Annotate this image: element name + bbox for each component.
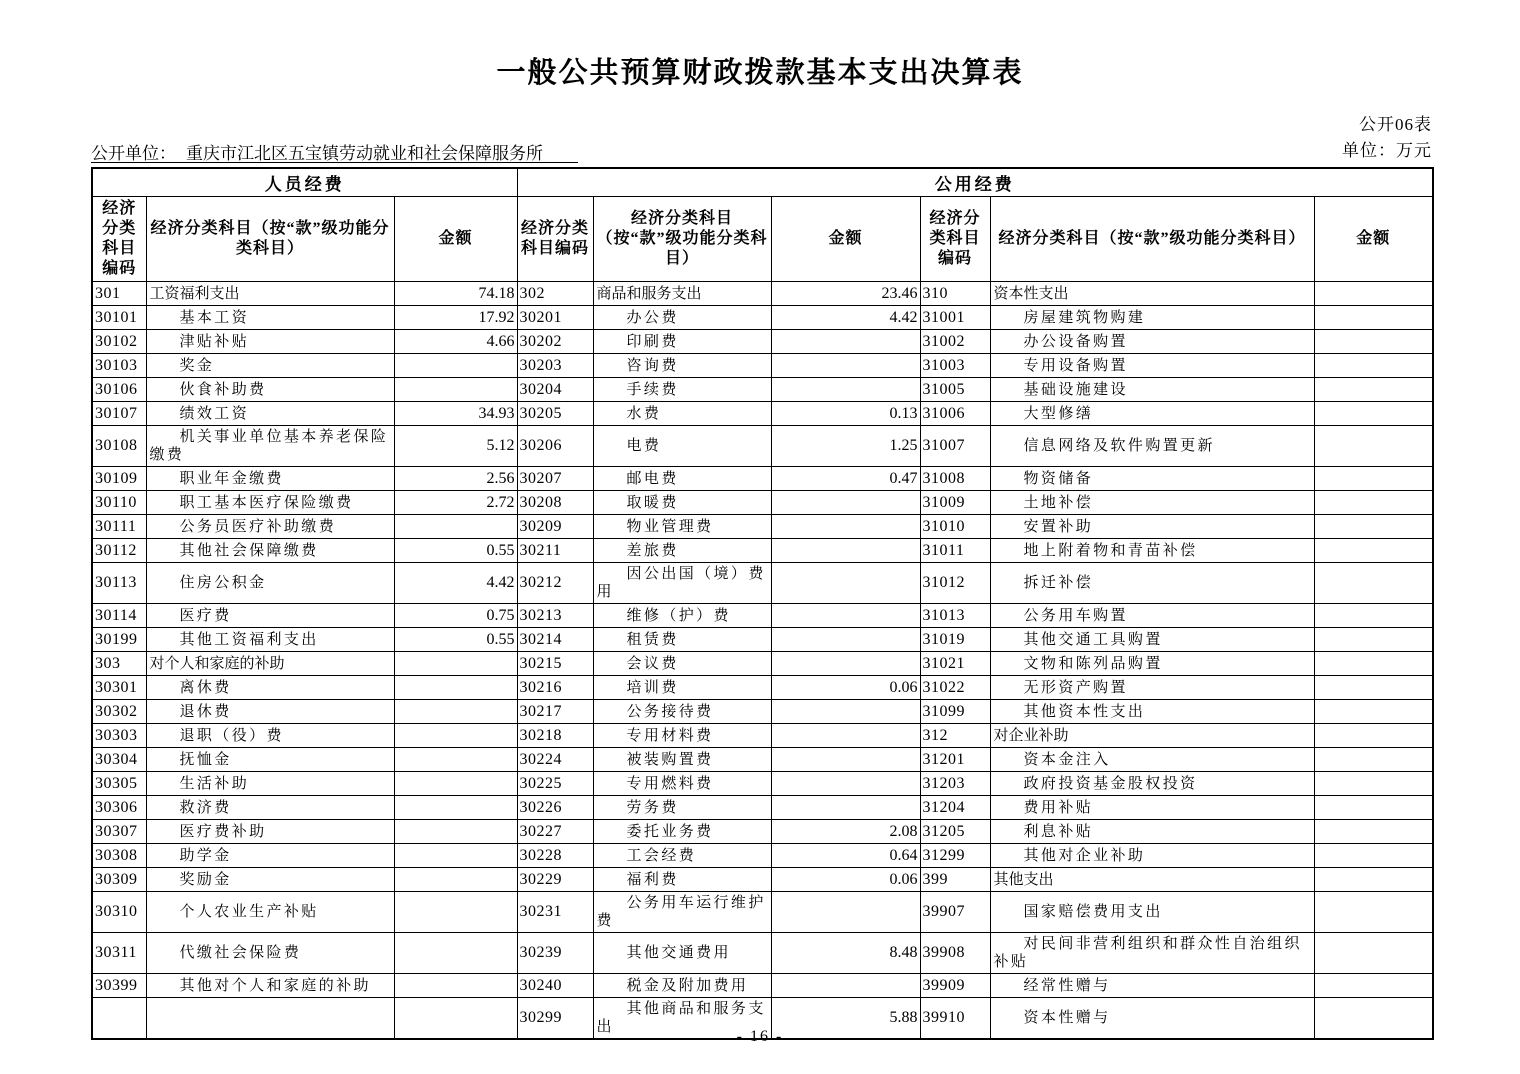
amount-cell: [1314, 539, 1433, 563]
amount-cell: [1314, 402, 1433, 426]
code-cell: 31005: [920, 378, 990, 402]
group-header-public: 公用经费: [517, 168, 1433, 197]
table-row: [92, 378, 1433, 402]
amount-cell: 5.12: [394, 426, 517, 467]
amount-cell: [394, 378, 517, 402]
subject-cell: 取暖费: [593, 491, 771, 515]
code-cell: 30215: [517, 652, 593, 676]
amount-cell: 0.75: [394, 604, 517, 628]
amount-cell: [771, 354, 920, 378]
subject-cell: 退休费: [146, 700, 394, 724]
code-cell: 31021: [920, 652, 990, 676]
amount-cell: 4.66: [394, 330, 517, 354]
amount-cell: [771, 974, 920, 998]
subject-cell: 对个人和家庭的补助: [146, 652, 394, 676]
subject-cell: 被装购置费: [593, 748, 771, 772]
amount-cell: [1314, 426, 1433, 467]
table-row: [92, 628, 1433, 652]
amount-cell: [771, 515, 920, 539]
subject-cell: 物资储备: [990, 467, 1314, 491]
code-cell: 30111: [92, 515, 146, 539]
subject-cell: 福利费: [593, 868, 771, 892]
amount-cell: [394, 974, 517, 998]
subject-cell: 其他社会保障缴费: [146, 539, 394, 563]
table-row: [92, 539, 1433, 563]
subject-cell: 公务员医疗补助缴费: [146, 515, 394, 539]
code-cell: 31008: [920, 467, 990, 491]
amount-cell: [394, 772, 517, 796]
table-number: 公开06表: [1359, 115, 1432, 134]
table-row: [92, 820, 1433, 844]
table-row: [92, 491, 1433, 515]
subject-cell: 其他交通工具购置: [990, 628, 1314, 652]
amount-cell: 2.08: [771, 820, 920, 844]
amount-cell: [771, 563, 920, 604]
subject-cell: 会议费: [593, 652, 771, 676]
code-cell: 30202: [517, 330, 593, 354]
amount-cell: [394, 796, 517, 820]
amount-cell: 4.42: [394, 563, 517, 604]
subject-cell: 资本性赠与: [990, 998, 1314, 1040]
subject-cell: 基础设施建设: [990, 378, 1314, 402]
subject-cell: 公务接待费: [593, 700, 771, 724]
code-cell: 30307: [92, 820, 146, 844]
amount-cell: 23.46: [771, 282, 920, 306]
subject-cell: 利息补贴: [990, 820, 1314, 844]
subject-cell: 奖励金: [146, 868, 394, 892]
subject-cell: 工资福利支出: [146, 282, 394, 306]
amount-cell: [394, 676, 517, 700]
code-cell: 30208: [517, 491, 593, 515]
table-row: [92, 868, 1433, 892]
code-cell: 30199: [92, 628, 146, 652]
subject-cell: 咨询费: [593, 354, 771, 378]
subject-cell: 文物和陈列品购置: [990, 652, 1314, 676]
code-cell: 39907: [920, 892, 990, 933]
amount-cell: [1314, 933, 1433, 974]
subject-cell: 无形资产购置: [990, 676, 1314, 700]
code-cell: 39908: [920, 933, 990, 974]
code-cell: 31204: [920, 796, 990, 820]
code-cell: 30205: [517, 402, 593, 426]
amount-cell: [771, 378, 920, 402]
code-cell: 31001: [920, 306, 990, 330]
subject-cell: 商品和服务支出: [593, 282, 771, 306]
code-cell: 30306: [92, 796, 146, 820]
col-header-amount: 金额: [1314, 197, 1433, 282]
code-cell: 31011: [920, 539, 990, 563]
col-header-code: 经济分类科目编码: [920, 197, 990, 282]
amount-cell: 2.72: [394, 491, 517, 515]
amount-cell: 0.06: [771, 868, 920, 892]
subject-cell: 政府投资基金股权投资: [990, 772, 1314, 796]
subject-cell: 差旅费: [593, 539, 771, 563]
table-row: [92, 844, 1433, 868]
subject-cell: 助学金: [146, 844, 394, 868]
subject-cell: 信息网络及软件购置更新: [990, 426, 1314, 467]
col-header-subject: 经济分类科目（按“款”级功能分类科目）: [990, 197, 1314, 282]
code-cell: 30310: [92, 892, 146, 933]
amount-cell: [1314, 652, 1433, 676]
group-header-row: [92, 168, 1433, 197]
code-cell: 30216: [517, 676, 593, 700]
subject-cell: 伙食补助费: [146, 378, 394, 402]
amount-cell: [394, 892, 517, 933]
subject-cell: 水费: [593, 402, 771, 426]
page-title: 一般公共预算财政拨款基本支出决算表: [496, 57, 1024, 89]
amount-cell: [394, 748, 517, 772]
amount-cell: [771, 491, 920, 515]
subject-cell: 安置补助: [990, 515, 1314, 539]
code-cell: 303: [92, 652, 146, 676]
code-cell: 30308: [92, 844, 146, 868]
code-cell: 30201: [517, 306, 593, 330]
code-cell: 30211: [517, 539, 593, 563]
amount-cell: 1.25: [771, 426, 920, 467]
unit-of-measure: 单位：万元: [1342, 141, 1432, 160]
subject-cell: 费用补贴: [990, 796, 1314, 820]
table-row: [92, 772, 1433, 796]
code-cell: 30225: [517, 772, 593, 796]
col-header-amount: 金额: [394, 197, 517, 282]
publishing-unit-label: 公开单位：: [91, 144, 176, 163]
subject-cell: 其他交通费用: [593, 933, 771, 974]
subject-cell: 其他对个人和家庭的补助: [146, 974, 394, 998]
table-row: [92, 467, 1433, 491]
amount-cell: [1314, 330, 1433, 354]
amount-cell: 34.93: [394, 402, 517, 426]
amount-cell: [1314, 700, 1433, 724]
amount-cell: [394, 933, 517, 974]
code-cell: 39909: [920, 974, 990, 998]
amount-cell: [1314, 868, 1433, 892]
code-cell: 30107: [92, 402, 146, 426]
amount-cell: 0.55: [394, 539, 517, 563]
amount-cell: [1314, 892, 1433, 933]
code-cell: 30309: [92, 868, 146, 892]
code-cell: 30109: [92, 467, 146, 491]
subject-cell: 其他支出: [990, 868, 1314, 892]
table-row: [92, 892, 1433, 933]
publishing-unit-name: 重庆市江北区五宝镇劳动就业和社会保障服务所: [186, 144, 543, 163]
table-row: [92, 652, 1433, 676]
code-cell: 30304: [92, 748, 146, 772]
code-cell: 30399: [92, 974, 146, 998]
amount-cell: [1314, 604, 1433, 628]
amount-cell: [394, 354, 517, 378]
code-cell: 31019: [920, 628, 990, 652]
subject-cell: 电费: [593, 426, 771, 467]
code-cell: 31009: [920, 491, 990, 515]
code-cell: 30214: [517, 628, 593, 652]
code-cell: 30103: [92, 354, 146, 378]
subject-cell: 基本工资: [146, 306, 394, 330]
subject-cell: 退职（役）费: [146, 724, 394, 748]
subject-cell: 抚恤金: [146, 748, 394, 772]
amount-cell: [1314, 748, 1433, 772]
code-cell: 30213: [517, 604, 593, 628]
subject-cell: 职业年金缴费: [146, 467, 394, 491]
amount-cell: 74.18: [394, 282, 517, 306]
subject-cell: 其他商品和服务支出: [593, 998, 771, 1040]
code-cell: 30212: [517, 563, 593, 604]
table-row: [92, 748, 1433, 772]
code-cell: 312: [920, 724, 990, 748]
amount-cell: [1314, 628, 1433, 652]
expenditure-table: [91, 167, 1434, 1040]
code-cell: 30209: [517, 515, 593, 539]
table-row: [92, 306, 1433, 330]
code-cell: 39910: [920, 998, 990, 1040]
col-header-subject: 经济分类科目（按“款”级功能分类科目）: [146, 197, 394, 282]
table-row: [92, 974, 1433, 998]
subject-cell: 其他资本性支出: [990, 700, 1314, 724]
subject-cell: 对企业补助: [990, 724, 1314, 748]
code-cell: 30114: [92, 604, 146, 628]
code-cell: 30231: [517, 892, 593, 933]
table-row: [92, 700, 1433, 724]
code-cell: 30207: [517, 467, 593, 491]
subject-cell: 税金及附加费用: [593, 974, 771, 998]
amount-cell: [1314, 772, 1433, 796]
code-cell: 30106: [92, 378, 146, 402]
code-cell: 31203: [920, 772, 990, 796]
code-cell: 31012: [920, 563, 990, 604]
subject-cell: 住房公积金: [146, 563, 394, 604]
col-header-code: 经济分类科目编码: [92, 197, 146, 282]
code-cell: 30311: [92, 933, 146, 974]
amount-cell: [394, 652, 517, 676]
subject-cell: 专用材料费: [593, 724, 771, 748]
subject-cell: 印刷费: [593, 330, 771, 354]
code-cell: 31201: [920, 748, 990, 772]
code-cell: 30305: [92, 772, 146, 796]
code-cell: 30203: [517, 354, 593, 378]
amount-cell: [1314, 676, 1433, 700]
subject-cell: 奖金: [146, 354, 394, 378]
table-row: [92, 282, 1433, 306]
subject-cell: 拆迁补偿: [990, 563, 1314, 604]
amount-cell: [394, 868, 517, 892]
subject-cell: 绩效工资: [146, 402, 394, 426]
amount-cell: [1314, 563, 1433, 604]
amount-cell: 0.55: [394, 628, 517, 652]
amount-cell: 0.06: [771, 676, 920, 700]
code-cell: 31002: [920, 330, 990, 354]
code-cell: 301: [92, 282, 146, 306]
amount-cell: 17.92: [394, 306, 517, 330]
subject-cell: 办公费: [593, 306, 771, 330]
amount-cell: [1314, 820, 1433, 844]
subject-cell: 工会经费: [593, 844, 771, 868]
col-header-amount: 金额: [771, 197, 920, 282]
code-cell: 31006: [920, 402, 990, 426]
subject-cell: 地上附着物和青苗补偿: [990, 539, 1314, 563]
subject-cell: 津贴补贴: [146, 330, 394, 354]
amount-cell: [1314, 796, 1433, 820]
amount-cell: [771, 772, 920, 796]
code-cell: 30229: [517, 868, 593, 892]
col-header-subject: 经济分类科目（按“款”级功能分类科目）: [593, 197, 771, 282]
amount-cell: [771, 724, 920, 748]
code-cell: 310: [920, 282, 990, 306]
subject-cell: 其他工资福利支出: [146, 628, 394, 652]
code-cell: 30206: [517, 426, 593, 467]
code-cell: 30226: [517, 796, 593, 820]
subject-cell: 劳务费: [593, 796, 771, 820]
table-row: [92, 426, 1433, 467]
amount-cell: [394, 844, 517, 868]
code-cell: 30110: [92, 491, 146, 515]
amount-cell: [771, 892, 920, 933]
subject-cell: 其他对企业补助: [990, 844, 1314, 868]
subject-cell: 资本性支出: [990, 282, 1314, 306]
subject-cell: 医疗费补助: [146, 820, 394, 844]
code-cell: 30112: [92, 539, 146, 563]
code-cell: 31003: [920, 354, 990, 378]
subject-cell: 个人农业生产补贴: [146, 892, 394, 933]
amount-cell: 8.48: [771, 933, 920, 974]
amount-cell: 0.13: [771, 402, 920, 426]
amount-cell: 5.88: [771, 998, 920, 1040]
subject-cell: 代缴社会保险费: [146, 933, 394, 974]
amount-cell: [1314, 491, 1433, 515]
amount-cell: [394, 700, 517, 724]
amount-cell: 0.47: [771, 467, 920, 491]
amount-cell: [1314, 378, 1433, 402]
code-cell: 30218: [517, 724, 593, 748]
amount-cell: [771, 539, 920, 563]
code-cell: 399: [920, 868, 990, 892]
subject-cell: 职工基本医疗保险缴费: [146, 491, 394, 515]
group-header-personnel: 人员经费: [92, 168, 517, 197]
subject-cell: 手续费: [593, 378, 771, 402]
code-cell: 30113: [92, 563, 146, 604]
amount-cell: [1314, 974, 1433, 998]
column-header-row: [92, 197, 1433, 282]
amount-cell: [771, 330, 920, 354]
subject-cell: 培训费: [593, 676, 771, 700]
code-cell: 30102: [92, 330, 146, 354]
subject-cell: 离休费: [146, 676, 394, 700]
code-cell: 30303: [92, 724, 146, 748]
code-cell: 30228: [517, 844, 593, 868]
subject-cell: 对民间非营利组织和群众性自治组织补贴: [990, 933, 1314, 974]
amount-cell: [771, 748, 920, 772]
table-row: [92, 796, 1433, 820]
publishing-unit: [91, 139, 578, 163]
code-cell: 30240: [517, 974, 593, 998]
code-cell: 30227: [517, 820, 593, 844]
code-cell: 31099: [920, 700, 990, 724]
code-cell: 31022: [920, 676, 990, 700]
subject-cell: 因公出国（境）费用: [593, 563, 771, 604]
subject-cell: 邮电费: [593, 467, 771, 491]
subject-cell: 土地补偿: [990, 491, 1314, 515]
table-row: [92, 354, 1433, 378]
code-cell: 302: [517, 282, 593, 306]
amount-cell: [771, 700, 920, 724]
amount-cell: [1314, 724, 1433, 748]
table-row: [92, 563, 1433, 604]
table-row: [92, 515, 1433, 539]
subject-cell: 公务用车运行维护费: [593, 892, 771, 933]
subject-cell: 房屋建筑物购建: [990, 306, 1314, 330]
amount-cell: 0.64: [771, 844, 920, 868]
amount-cell: [394, 820, 517, 844]
subject-cell: 专用设备购置: [990, 354, 1314, 378]
code-cell: 30108: [92, 426, 146, 467]
code-cell: 30239: [517, 933, 593, 974]
subject-cell: 委托业务费: [593, 820, 771, 844]
code-cell: 31010: [920, 515, 990, 539]
subject-cell: 维修（护）费: [593, 604, 771, 628]
subject-cell: 机关事业单位基本养老保险缴费: [146, 426, 394, 467]
code-cell: 30224: [517, 748, 593, 772]
code-cell: 30299: [517, 998, 593, 1040]
code-cell: 31299: [920, 844, 990, 868]
subject-cell: 专用燃料费: [593, 772, 771, 796]
code-cell: 31013: [920, 604, 990, 628]
code-cell: 31205: [920, 820, 990, 844]
amount-cell: 4.42: [771, 306, 920, 330]
amount-cell: [394, 515, 517, 539]
subject-cell: 租赁费: [593, 628, 771, 652]
amount-cell: [1314, 306, 1433, 330]
amount-cell: [1314, 354, 1433, 378]
subject-cell: 医疗费: [146, 604, 394, 628]
subject-cell: 救济费: [146, 796, 394, 820]
amount-cell: [1314, 844, 1433, 868]
table-row: [92, 330, 1433, 354]
code-cell: 30217: [517, 700, 593, 724]
amount-cell: 2.56: [394, 467, 517, 491]
table-row: [92, 933, 1433, 974]
table-row: [92, 402, 1433, 426]
code-cell: 31007: [920, 426, 990, 467]
amount-cell: [1314, 515, 1433, 539]
subject-cell: 公务用车购置: [990, 604, 1314, 628]
table-row: [92, 676, 1433, 700]
code-cell: 30204: [517, 378, 593, 402]
amount-cell: [771, 796, 920, 820]
amount-cell: [1314, 282, 1433, 306]
amount-cell: [771, 652, 920, 676]
col-header-code: 经济分类科目编码: [517, 197, 593, 282]
amount-cell: [771, 628, 920, 652]
amount-cell: [394, 724, 517, 748]
amount-cell: [771, 604, 920, 628]
subject-cell: 资本金注入: [990, 748, 1314, 772]
subject-cell: 大型修缮: [990, 402, 1314, 426]
subject-cell: 生活补助: [146, 772, 394, 796]
subject-cell: 国家赔偿费用支出: [990, 892, 1314, 933]
amount-cell: [1314, 467, 1433, 491]
subject-cell: 物业管理费: [593, 515, 771, 539]
code-cell: 30302: [92, 700, 146, 724]
page-number: - 16 -: [736, 1028, 784, 1045]
table-row: [92, 604, 1433, 628]
code-cell: 30101: [92, 306, 146, 330]
code-cell: 30301: [92, 676, 146, 700]
table-row: [92, 724, 1433, 748]
subject-cell: 办公设备购置: [990, 330, 1314, 354]
subject-cell: 经常性赠与: [990, 974, 1314, 998]
